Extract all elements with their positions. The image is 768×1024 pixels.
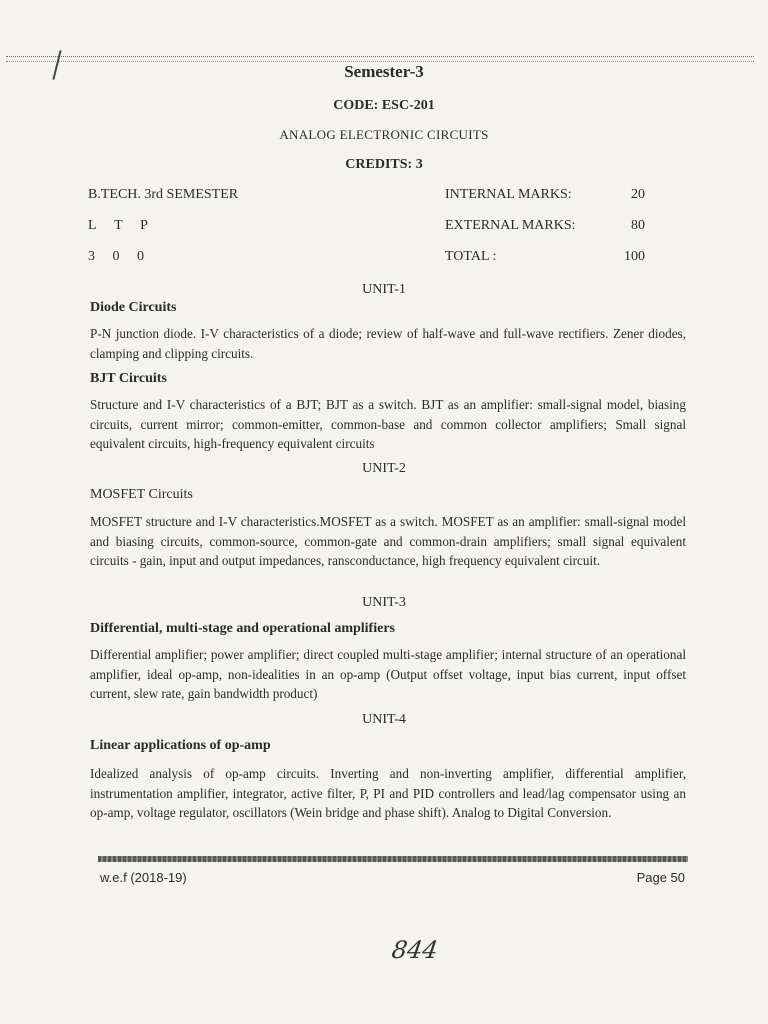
ltp-label-t: T	[114, 218, 123, 233]
section-text: P-N junction diode. I-V characteristics of a diode; review of half-wave and full-wave rectifiers. Zener diodes, clamping and clipping circuits.	[90, 326, 686, 361]
total-marks-label: TOTAL :	[445, 249, 497, 264]
unit-title: UNIT-4	[362, 712, 406, 727]
ltp-label-p: P	[140, 218, 148, 233]
page-number: Page 50	[636, 870, 685, 885]
credits: CREDITS: 3	[345, 157, 423, 172]
ltp-value-t: 0	[112, 249, 120, 264]
footer-divider	[98, 856, 688, 862]
section-heading: BJT Circuits	[90, 371, 167, 386]
ltp-labels	[88, 218, 162, 234]
ltp-value-p: 0	[137, 249, 144, 264]
semester-title: Semester-3	[344, 62, 424, 81]
ltp-label-l: L	[88, 218, 97, 233]
section-heading: Linear applications of op-amp	[90, 738, 271, 753]
internal-marks-label: INTERNAL MARKS:	[445, 187, 572, 202]
section-text: Idealized analysis of op-amp circuits. Inverting and non-inverting amplifier, differential amplifier, instrumentation amplifier, integrator, active filter, P, PI and PID controllers and lead/lag compensator using an op-amp, voltage regulator, oscillators (Wein bridge and phase shift). Analog to Digital Conversion.	[90, 766, 686, 820]
unit-title: UNIT-3	[362, 595, 406, 610]
unit-title: UNIT-1	[362, 282, 406, 297]
unit-title: UNIT-2	[362, 461, 406, 476]
internal-marks-value: 20	[631, 187, 645, 202]
external-marks-label: EXTERNAL MARKS:	[445, 218, 576, 233]
section-heading: MOSFET Circuits	[90, 487, 193, 502]
total-marks-value: 100	[624, 249, 645, 264]
effective-from: w.e.f (2018-19)	[100, 870, 187, 885]
external-marks-value: 80	[631, 218, 645, 233]
program-label: B.TECH. 3rd SEMESTER	[88, 187, 239, 202]
section-heading: Diode Circuits	[90, 300, 177, 315]
course-title: ANALOG ELECTRONIC CIRCUITS	[279, 127, 489, 142]
ltp-values	[88, 249, 158, 265]
section-text: Differential amplifier; power amplifier; direct coupled multi-stage amplifier; internal structure of an operational amplifier, ideal op-amp, non-idealities in an op-amp (Output offset voltage, input bias current, input offset current, slew rate, gain bandwidth product)	[90, 647, 686, 701]
course-code: CODE: ESC-201	[333, 98, 435, 113]
section-text: MOSFET structure and I-V characteristics.MOSFET as a switch. MOSFET as an amplifier: small-signal model and biasing circuits, common-source, common-gate and common-drain amplifiers; small signal equivalent circuits - gain, input and output impedances, ransconductance, high frequency equivalent circuit.	[90, 514, 686, 568]
section-heading: Differential, multi-stage and operational amplifiers	[90, 621, 395, 636]
section-text: Structure and I-V characteristics of a BJT; BJT as a switch. BJT as an amplifier: small-signal model, biasing circuits, current mirror; common-emitter, common-base and common collector amplifiers; Small signal equivalent circuits, high-frequency equivalent circuits	[90, 397, 686, 451]
ltp-value-l: 3	[88, 249, 95, 264]
handwritten-page-number: 844	[390, 936, 440, 964]
